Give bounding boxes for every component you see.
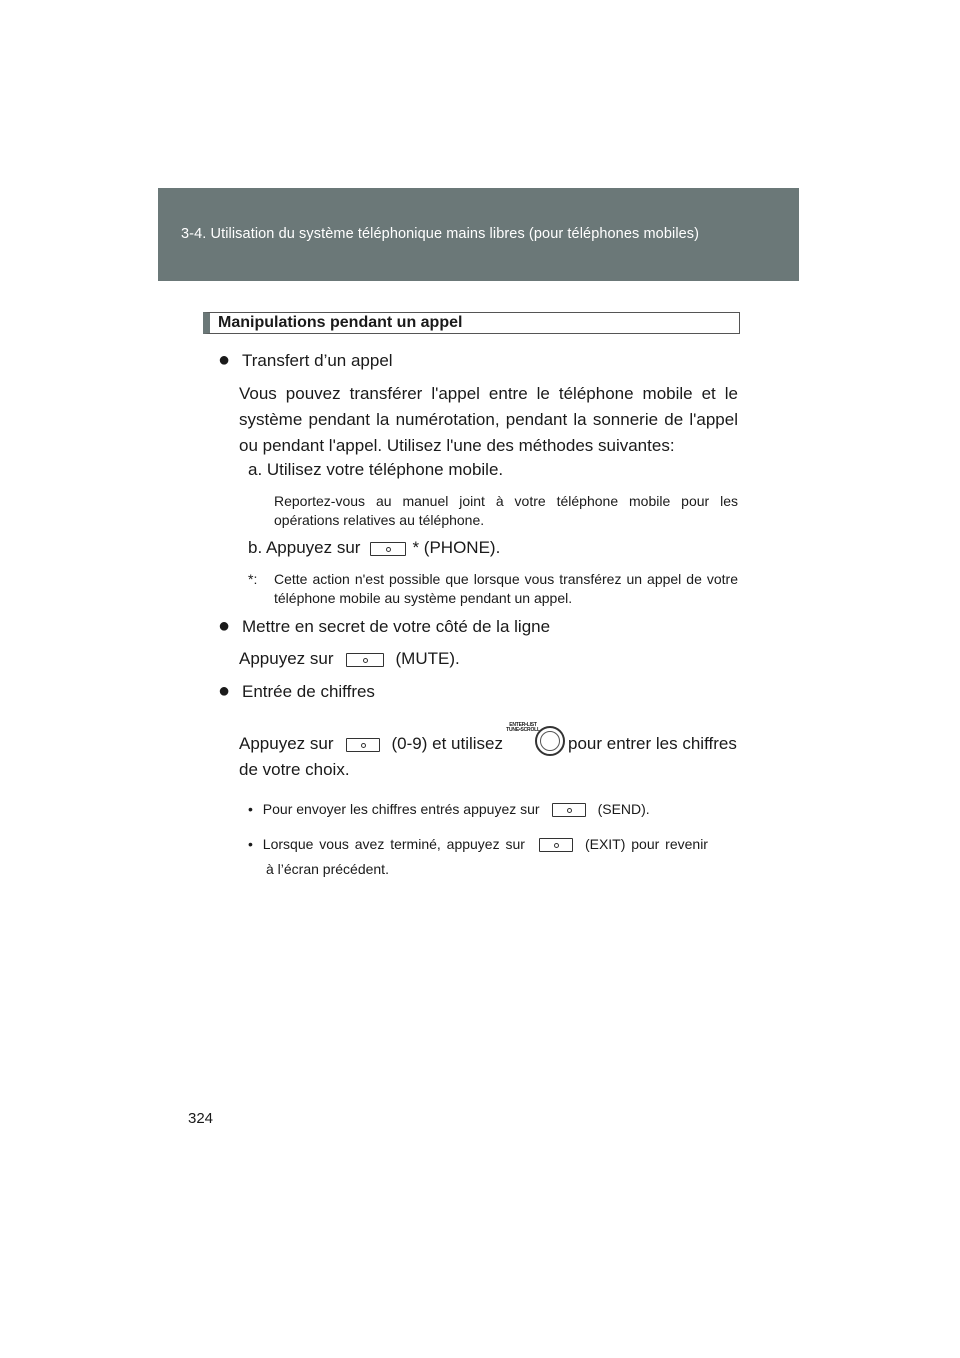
digits-line2: de votre choix. xyxy=(239,760,350,779)
knob-label-line1: ENTER•LIST xyxy=(509,722,537,728)
transfer-option-b xyxy=(248,538,500,558)
chapter-title: 3-4. Utilisation du système téléphonique mains libres (pour téléphones mobiles) xyxy=(181,226,700,242)
transfer-option-a: a. Utilisez votre téléphone mobile. xyxy=(248,460,504,479)
mute-heading: Mettre en secret de votre côté de la ligne xyxy=(242,617,551,636)
number-button-icon xyxy=(346,738,380,752)
page-number: 324 xyxy=(188,1110,214,1127)
knob-label-line2: TUNE•SCROLL xyxy=(506,727,540,733)
note-exit-suffix: (EXIT) pour revenir xyxy=(584,836,708,852)
bullet-dot: ● xyxy=(218,680,231,702)
bullet-digits xyxy=(218,681,375,702)
note-send xyxy=(248,801,650,817)
mute-instruction xyxy=(239,649,460,669)
footnote-mark: *: xyxy=(248,571,258,587)
phone-button-icon xyxy=(370,542,406,556)
section-heading-bar xyxy=(203,312,740,334)
note-bullet: • xyxy=(248,836,253,852)
note-send-prefix: Pour envoyer les chiffres entrés appuyez sur xyxy=(262,801,540,817)
send-button-icon xyxy=(552,803,586,817)
digits-middle: (0-9) et utilisez xyxy=(391,734,503,753)
note-send-suffix: (SEND). xyxy=(597,801,650,817)
section-title: Manipulations pendant un appel xyxy=(218,314,463,331)
transfer-heading: Transfert d’un appel xyxy=(242,351,393,370)
mute-prefix: Appuyez sur xyxy=(239,649,334,668)
bullet-transfer xyxy=(218,350,393,371)
note-exit-line2: à l’écran précédent. xyxy=(266,861,389,877)
option-b-prefix: b. Appuyez sur xyxy=(248,538,361,557)
mute-suffix: (MUTE). xyxy=(395,649,460,668)
option-b-suffix: * (PHONE). xyxy=(412,538,501,557)
bullet-dot: ● xyxy=(218,349,231,371)
note-exit xyxy=(248,836,738,852)
mute-button-icon xyxy=(346,653,384,667)
digits-line1-suffix: pour entrer les chiffres xyxy=(568,734,737,753)
chapter-header-band xyxy=(158,188,799,281)
digits-heading: Entrée de chiffres xyxy=(242,682,375,701)
transfer-option-a-note: Reportez-vous au manuel joint à votre téléphone mobile pour les opérations relatives au téléphone. xyxy=(274,493,738,528)
digits-prefix: Appuyez sur xyxy=(239,734,334,753)
tune-scroll-knob-icon xyxy=(535,726,565,756)
digits-line1-left xyxy=(239,734,503,754)
knob-label xyxy=(506,723,540,733)
transfer-body: Vous pouvez transférer l'appel entre le téléphone mobile et le système pendant la numérotation, pendant la sonnerie de l'appel ou pendant l'appel. Utilisez l'une des méthodes suivantes: xyxy=(239,384,738,455)
bullet-mute xyxy=(218,616,550,637)
footnote-text: Cette action n'est possible que lorsque vous transférez un appel de votre téléphone mobile au système pendant un appel. xyxy=(274,571,738,606)
exit-button-icon xyxy=(539,838,573,852)
note-bullet: • xyxy=(248,801,253,817)
note-exit-prefix: Lorsque vous avez terminé, appuyez sur xyxy=(262,836,525,852)
bullet-dot: ● xyxy=(218,615,231,637)
